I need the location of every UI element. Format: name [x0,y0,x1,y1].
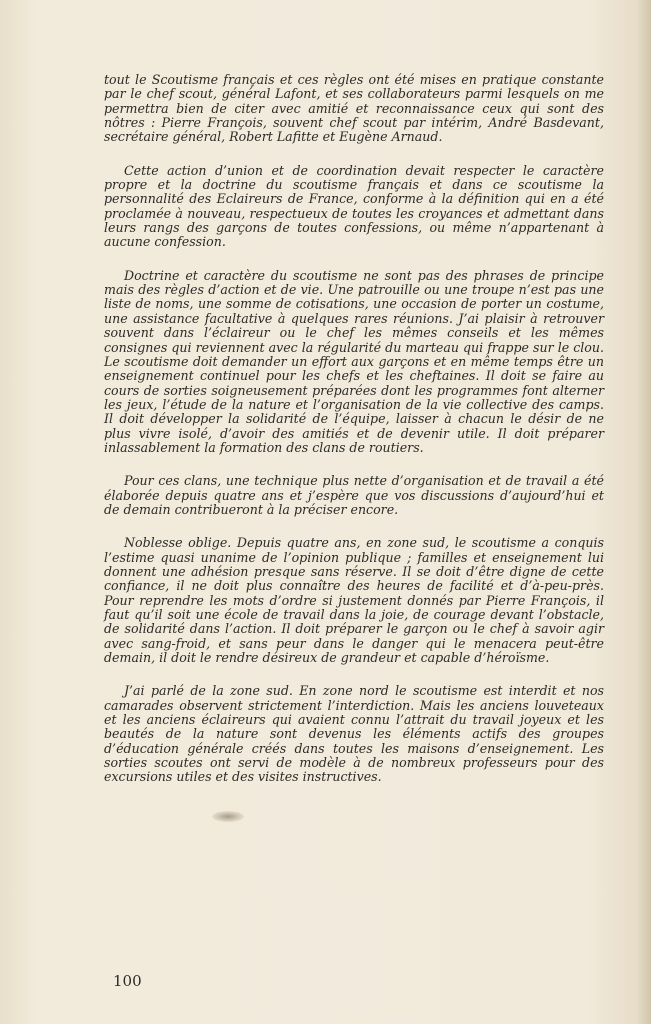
paragraph-3: Doctrine et caractère du scoutisme ne sont pas des phrases de principe mais des règles d’action et de vie. Une patrouille ou une troupe n’est pas une liste de noms, une somme de cotisations, une occasion de porter un costume, une assistance facultative à quelques rares réunions. J’ai plaisir à retrouver souvent dans l’éclaireur ou le chef les mêmes conseils et les mêmes consignes qui reviennent avec la régularité du marteau qui frappe sur le clou. Le scoutisme doit demander un effort aux garçons et en même temps être un enseignement continuel pour les chefs et les cheftaines. Il doit se faire au cours de sorties soigneusement préparées dont les programmes font alterner les jeux, l’étude de la nature et l’organisation de la vie collective des camps. Il doit développer la solidarité de l’équipe, laisser à chacun le désir de ne plus vivre isolé, d’avoir des amitiés et de devenir utile. Il doit préparer inlassablement la formation des clans de routiers. [104,267,604,455]
page-edge-shadow [637,0,651,1024]
paragraph-5: Noblesse oblige. Depuis quatre ans, en zone sud, le scoutisme a conquis l’estime quasi unanime de l’opinion publique ; familles et enseignement lui donnent une adhésion presque sans réserve. Il se doit d’être digne de cette confiance, il ne doit plus connaître des heures de facilité et d’à-peu-près. Pour reprendre les mots d’ordre si justement donnés par Pierre François, il faut qu’il soit une école de travail dans la joie, de courage devant l’obstacle, de solidarité dans l’action. Il doit préparer le garçon ou le chef à savoir agir avec sang-froid, et sans peur dans le danger qui le menacera peut-être demain, il doit le rendre désireux de grandeur et capable d’héroïsme. [104,535,604,666]
ink-smudge [212,811,244,822]
paragraph-2: Cette action d’union et de coordination devait respecter le caractère propre et la doctrine du scoutisme français et dans ce scoutisme la personnalité des Eclaireurs de France, conforme à la définition qui en a été proclamée à nouveau, respectueux de toutes les croyances et admettant dans leurs rangs des garçons de toutes confessions, ou même n’appartenant à aucune confession. [104,162,604,250]
paragraph-1: tout le Scoutisme français et ces règles ont été mises en pratique constante par le chef scout, général Lafont, et ses collaborateurs parmi lesquels on me permettra bien de citer avec amitié et reconnaissance ceux qui sont des nôtres : Pierre François, souvent chef scout par intérim, André Basdevant, secrétaire général, Robert Lafitte et Eugène Arnaud. [104,72,604,145]
body-text [104,73,604,804]
page-number: 100 [113,972,142,990]
paragraph-4: Pour ces clans, une technique plus nette d’organisation et de travail a été élaborée depuis quatre ans et j’espère que vos discussions d’aujourd’hui et de demain contribueront à la préciser encore. [104,473,604,517]
paragraph-6: J’ai parlé de la zone sud. En zone nord le scoutisme est interdit et nos camarades observent strictement l’interdiction. Mais les anciens louveteaux et les anciens éclaireurs qui avaient connu l’attrait du travail joyeux et les beautés de la nature sont devenus les éléments actifs des groupes d’éducation générale créés dans toutes les maisons d’enseignement. Les sorties scoutes ont servi de modèle à de nombreux professeurs pour des excursions utiles et des visites instructives. [104,683,604,785]
